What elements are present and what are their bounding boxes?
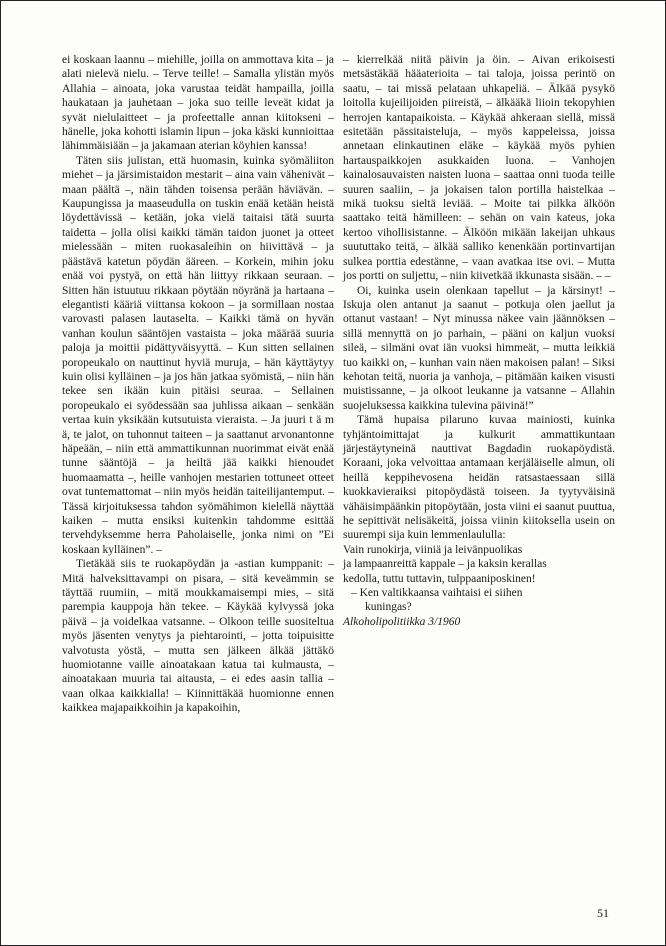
source-citation: Alkoholipolitiikka 3/1960 [343,615,461,628]
paragraph: – kierrelkää niitä päivin ja öin. – Aivan erikoisesti metsästäkää hääaterioita – tai taloja, joissa perintö on saatu, – tai missä pelataan uhkapeliä. – Älkää pysykö loitolla kujeilijoiden piireistä, – älkääkä liioin tekopyhien herrojen kantapaikoista. – Käykää ahkeraan siellä, missä esitetään pässitaisteluja, – myös kappeleissa, joissa annetaan elinkautinen eläke – käykää myös pyhien hartauspaikkojen asukkaiden luona. – Vanhojen kainalosauvaisten naisten luona – saattaa onni tuoda teille suuren saaliin, – ja jokaisen talon portilla haistelkaa – mikä tuoksu sieltä leviää. – Moite tai pilkka älköön saattako teitä hämilleen: – sehän on vain kateus, joka kertoo vihollisistanne. – Älköön mikään lakeijan uhkaus suututtako teitä, – älkää salliko kenenkään portinvartijan sulkea porttia edestänne, – vaan avatkaa itse ovi. – Mutta jos portti on suljettu, – niin kiivetkää ikkunasta sisään. – – [343,54,615,283]
paragraph: ei koskaan laannu – miehille, joilla on ammottava kita – ja alati nielevä nielu. – Terve teille! – Samalla ylistän myös Allahia – ainoata, joka varustaa teidät hampailla, joilla haukataan ja jauhetaan – joka suo teille leveät kidat ja syvät nielulaitteet – ja profeettalle annan kiitokseni – hänelle, joka kohotti islamin lipun – joka käski kunnioittaa lähimmäisiään – ja jakamaan aterian köyhien kanssa! [62,54,334,153]
paragraph: Tämä hupaisa pilaruno kuvaa mainiosti, kuinka tyhjäntoimittajat ja kulkurit ammattikuntaan järjestäytyneinä nauttivat Bagdadin ruokapöydistä. Koraani, joka velvoittaa antamaan kerjäläiselle almun, oli heillä keppihevosena heidän ratsastaessaan sillä kuokkavieraiksi pitopöydästä toiseen. Ja tyytyväisinä vähäisimpäänkin pitopöytään, josta viini ei saanut puuttua, he sepittivät nelisäkeitä, joissa viinin kiitoksella usein on suurempi sija kuin lemmenlaululla: [343,414,615,542]
verse-line: kedolla, tuttu tuttavin, tulppaaniposkinen! [343,572,536,585]
paragraph: Tietäkää siis te ruokapöydän ja -astian kumppanit: – Mitä halveksittavampi on pisara, – sitä keveämmin se täyttää ruumiin, – mitä moukkamaisempi mies, – sitä parempia kauppoja hän tekee. – Käykää kylvyssä joka päivä – ja voidelkaa vatsanne. – Olkoon teille suositeltua myös jäsenten venytys ja piehtarointi, – jotta toipuisitte valvotusta yöstä, – mutta sen jälkeen älkää jättäkö huomiotanne vaille ainoatakaan katua tai kulmausta, – ainoatakaan muuria tai aitausta, – ei edes aasin tallia – vaan olkaa kaikkialla! – Kiinnittäkää huomionne ennen kaikkea majapaikkoihin ja kapakoihin, [62,558,334,715]
verse-line: kuningas? [365,601,412,614]
verse-line: Vain runokirja, viiniä ja leivänpuolikas [343,543,523,556]
verse-line: – Ken valtikkaansa vaihtaisi ei siihen [351,587,523,600]
quatrain [343,543,615,615]
page-number: 51 [597,906,609,920]
left-text-column [62,53,334,716]
paragraph: Oi, kuinka usein olenkaan tapellut – ja kärsinyt! – Iskuja olen antanut ja saanut – potkuja olen jaellut ja ottanut vastaan! – Nyt minussa näkee vain jäännöksen – sillä mennyttä on jo parhain, – pääni on kaljun vuoksi sileä, – silmäni ovat iän vuoksi himmeät, – mutta leikkiä tuo kaikki on, – kunhan vain näen makoisen palan! – Siksi kehotan teitä, nuoria ja vanhoja, – pitämään kaiken visusti muistissanne, – ja olkoot leukanne ja vatsanne – Allahin suojeluksessa kaikkina tulevina päivinä!” [343,284,615,412]
verse-line: ja lampaanreittä kappale – ja kaksin kerallas [343,558,547,571]
paragraph: Täten siis julistan, että huomasin, kuinka syömäliiton miehet – ja järsimistaidon mestarit – aina vain vähenivät – maan päältä –, näin tähden toisensa perään häviävän. – Kaupungissa ja maaseudulla on tuskin enää ketään heistä löydettävissä – ketään, joka vielä taitaisi tätä suurta taidetta – jolla olisi kaikki tämän taidon juonet ja otteet mielessään – miten ruokasaleihin on hiivittävä – ja päästävä katetun pöydän ääreen. – Korkein, mihin joku enää voi pystyä, on että hän liittyy rikkaan seuraan. – Sitten hän istuutuu rikkaan pöytään nöyränä ja hartaana – elegantisti kääriä viittansa kokoon – ja sormillaan nostaa varovasti palasen lautaselta. – Kaikki tämä on hyvän vanhan koulun sääntöjen vastaista – joka määrää suuria paloja ja moittii pidättyväisyyttä. – Kun sitten sellainen poropeukalo on nauttinut hyviä muruja, – hän käyttäytyy kuin olisi kylläinen – ja jos hän jatkaa syömistä, – niin hän tekee sen ikään kuin pitäisi seuraa. – Sellainen poropeukalo ei syödessään saa juhlissa aikaan – senkään vertaa kuin yksikään kutsutuista vieraista. – Ja juuri t ä m ä, te jalot, on tuhonnut taiteen – ja saattanut arvonantonne häpeään, – niin että ammattikunnan nuorimmat eivät enää tunne sääntöjä – ja heiltä jää kaikki hienoudet huomaamatta –, heille vanhojen mestarien tottuneet otteet ovat tuntemattomat – niin myös heidän taiteilijantemput. – Tässä kirjoituksessa tahdon syömähimon kielellä näyttää kaiken – mutta ensiksi kuitenkin tahdomme esittää tervehdyksemme herra Paholaiselle, jonka nimi on ”Ei koskaan kylläinen”. – [62,154,334,556]
right-text-column [343,53,615,629]
